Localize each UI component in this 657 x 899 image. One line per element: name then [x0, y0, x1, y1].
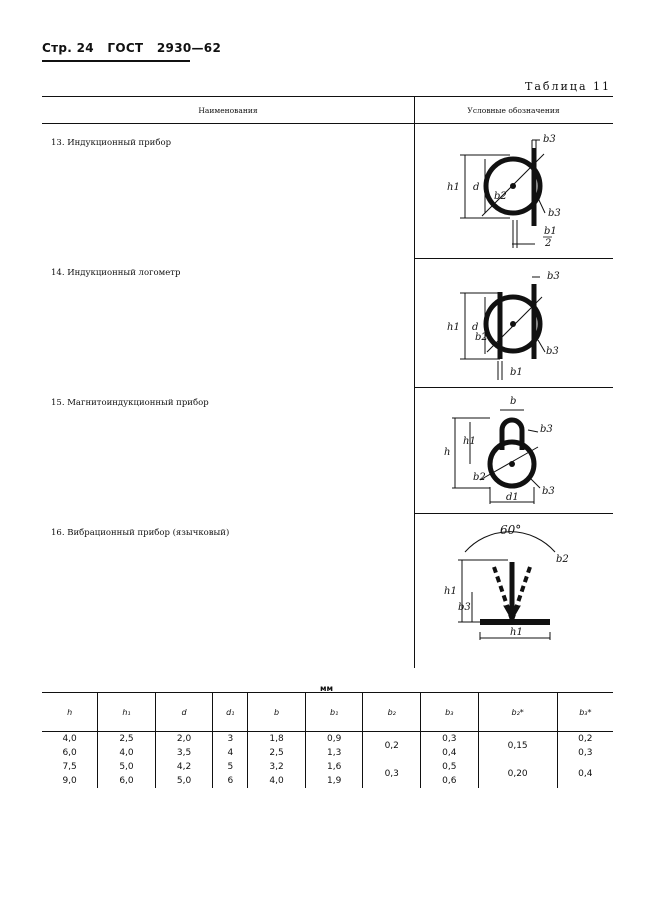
cell: 1,6	[305, 760, 363, 774]
col-b2: b₂	[363, 693, 421, 732]
cell: 1,8	[248, 732, 306, 747]
fig14-dim-h1: h1	[447, 322, 460, 333]
cell-b2s-group-2: 0,20	[478, 760, 557, 788]
cell: 0,5	[421, 760, 479, 774]
cell: 2,5	[98, 732, 156, 747]
cell: 5,0	[155, 774, 213, 788]
cell: 0,9	[305, 732, 363, 747]
fig15-dim-b2: b2	[473, 472, 486, 483]
col-b3: b₃	[421, 693, 479, 732]
cell: 6	[213, 774, 248, 788]
cell: 0,4	[421, 746, 479, 760]
cell: 4	[213, 746, 248, 760]
fig14-dim-b3-top: b3	[547, 271, 560, 282]
col-h1: h₁	[98, 693, 156, 732]
vibration-instrument-symbol	[430, 522, 570, 637]
item-13-label: 13. Индукционный прибор	[51, 138, 172, 148]
cell: 1,3	[305, 746, 363, 760]
cell: 5	[213, 760, 248, 774]
fig15-dim-h1: h1	[463, 436, 476, 447]
standard-label: ГОСТ	[107, 41, 144, 55]
cell: 6,0	[62, 748, 77, 758]
table-header-row	[42, 693, 613, 732]
cell: 5,0	[98, 760, 156, 774]
cell: 1,9	[305, 774, 363, 788]
fig15-dim-b3-top: b3	[540, 424, 553, 435]
item-15-label: 15. Магнитоиндукционный прибор	[51, 398, 209, 408]
fig13-dim-h1: h1	[447, 182, 460, 193]
cell: 7,5	[62, 762, 77, 772]
col-b2-star: b₂*	[478, 693, 557, 732]
cell: 0,3	[557, 746, 613, 760]
cell-b2-group-2: 0,3	[363, 760, 421, 788]
cell: 3,2	[248, 760, 306, 774]
row-divider-3	[414, 513, 613, 514]
header-rule	[42, 60, 190, 62]
cell: 4,0	[248, 774, 306, 788]
fig16-dim-b3: b3	[458, 602, 471, 613]
cell: 0,3	[421, 732, 479, 747]
fig14-dim-b2: b2	[475, 332, 488, 343]
cell: 4,0	[98, 746, 156, 760]
dimensions-table	[42, 692, 613, 788]
item-14-label: 14. Индукционный логометр	[51, 268, 181, 278]
cell: 2,0	[155, 732, 213, 747]
unit-label: мм	[320, 684, 334, 693]
fig15-dim-h: h	[444, 447, 451, 458]
row-divider-2	[414, 387, 613, 388]
fig13-dim-b1: b1	[544, 226, 557, 237]
cell: 3	[213, 732, 248, 747]
cell: 2,5	[248, 746, 306, 760]
col-d: d	[155, 693, 213, 732]
table-caption: Таблица 11	[525, 80, 611, 93]
fig13-dim-b3-top: b3	[543, 134, 556, 145]
fig13-dim-b3-side: b3	[548, 208, 561, 219]
cell-b2s-group-1: 0,15	[478, 732, 557, 761]
col-b: b	[248, 693, 306, 732]
table-row	[42, 760, 613, 774]
fig16-dim-h1-base: h1	[510, 627, 523, 638]
fig14-dim-b1: b1	[510, 367, 523, 378]
column-divider	[414, 96, 415, 668]
col-header-names: Наименования	[198, 106, 258, 115]
fig13-dim-d: d	[473, 182, 480, 193]
fig13-dim-divisor: 2	[545, 238, 552, 249]
fig14-dim-d: d	[472, 322, 479, 333]
cell: 4,2	[155, 760, 213, 774]
cell: 0,6	[421, 774, 479, 788]
cell: 0,2	[557, 732, 613, 747]
fig14-dim-b3-side: b3	[546, 346, 559, 357]
col-header-symbols: Условные обозначения	[467, 106, 560, 115]
cell: 4,0	[62, 734, 77, 744]
fig16-dim-angle: 60°	[500, 523, 522, 537]
fig15-dim-b: b	[510, 396, 517, 407]
page-label: Стр. 24	[42, 41, 94, 55]
cell-b3s-group: 0,4	[557, 760, 613, 788]
col-d1: d₁	[213, 693, 248, 732]
table-row	[42, 732, 613, 747]
fig13-dim-b2: b2	[494, 191, 507, 202]
induction-instrument-symbol	[430, 128, 570, 249]
row-divider-1	[414, 258, 613, 259]
col-b1: b₁	[305, 693, 363, 732]
cell: 3,5	[155, 746, 213, 760]
table-header-rule	[42, 123, 613, 124]
induction-ratiometer-symbol	[430, 262, 570, 377]
fig15-dim-d1: d1	[506, 492, 519, 503]
fig15-dim-b3-side: b3	[542, 486, 555, 497]
item-16-label: 16. Вибрационный прибор (язычковый)	[51, 528, 230, 538]
page-header	[42, 41, 230, 55]
cell-b2-group-1: 0,2	[363, 732, 421, 761]
standard-number: 2930—62	[156, 41, 222, 55]
cell: 6,0	[98, 774, 156, 788]
cell: 9,0	[62, 776, 77, 786]
col-h: h	[42, 693, 98, 732]
fig16-dim-b2: b2	[556, 554, 569, 565]
table-top-rule	[42, 96, 613, 97]
magneto-induction-instrument-symbol	[430, 392, 570, 507]
col-b3-star: b₃*	[557, 693, 613, 732]
fig16-dim-h1-side: h1	[444, 586, 457, 597]
